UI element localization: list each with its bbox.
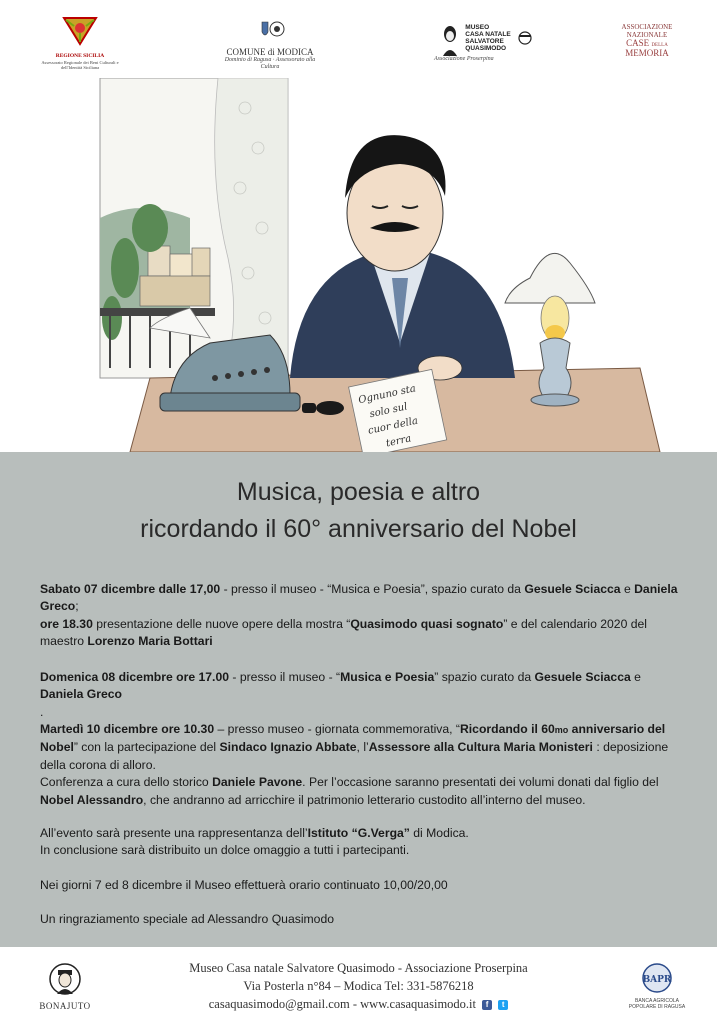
modica-subtitle: Dominio di Ragusa · Assessorato alla Cultura <box>224 57 316 71</box>
tue-text-b: ” con la partecipazione del <box>73 740 220 755</box>
footer-line1: Museo Casa natale Salvatore Quasimodo - Associazione Proserpina <box>189 961 528 975</box>
sat-name1: Gesuele Sciacca <box>524 582 621 596</box>
sat-time: ore 18.30 <box>40 616 93 631</box>
event-guests <box>40 825 680 860</box>
contact-links[interactable]: casaquasimodo@gmail.com - www.casaquasimodo.it <box>208 997 476 1011</box>
sat-text-b: presentazione delle nuove opere della mostra “ <box>92 616 351 631</box>
sun-text-b: ” spazio curato da <box>434 670 535 684</box>
sun-date: Domenica 08 dicembre ore 17.00 <box>40 670 230 684</box>
sat-artist: Lorenzo Maria Bottari <box>87 634 213 649</box>
bapr-line2: POPOLARE DI RAGUSA <box>628 1003 686 1010</box>
face-sketch-icon <box>515 29 535 49</box>
note-line3: cuor della <box>367 415 419 437</box>
tue-title1: Ricordando il 60 <box>459 722 555 736</box>
event-sunday <box>40 669 680 721</box>
museo-line: SALVATORE <box>465 38 504 45</box>
sun-and: e <box>630 670 641 684</box>
guests-text-a: All’evento sarà presente una rappresentanza dell’ <box>40 826 308 840</box>
museo-name <box>465 25 510 52</box>
bapr-mark: BAPR <box>642 975 672 985</box>
bapr-line1: BANCA AGRICOLA <box>635 998 679 1004</box>
museo-quasimodo-logo <box>432 22 542 63</box>
sat-show: Quasimodo quasi sognato <box>350 616 504 631</box>
note-line1: Ognuno sta <box>357 383 417 407</box>
tue-text-a: – presso museo - giornata commemorativa, “ <box>214 722 460 736</box>
bonajuto-logo <box>30 962 100 1011</box>
town-houses <box>140 246 210 306</box>
sat-text-a: - presso il museo - “Musica e Poesia”, spazio curato da <box>220 582 525 596</box>
footer-line3 <box>120 997 597 1012</box>
tue-historian: Daniele Pavone <box>212 775 303 790</box>
quasimodo-illustration <box>0 78 717 452</box>
sat-and: e <box>620 582 635 596</box>
case-line1: ASSOCIAZIONE <box>621 23 673 31</box>
tue-text-d: : deposizione della corona di alloro. <box>40 740 669 772</box>
sun-name1: Gesuele Sciacca <box>534 670 631 684</box>
case-line5: MEMORIA <box>625 48 669 59</box>
balcony-rail <box>100 308 215 316</box>
museo-line: CASA NATALE <box>465 31 511 39</box>
tue-text-e: Conferenza a cura dello storico <box>40 775 213 790</box>
sicilia-line2: Assessorato Regionale dei Beni Culturali e dell'Identità Siciliana <box>41 59 119 70</box>
event-tuesday <box>40 721 680 809</box>
twitter-icon[interactable]: t <box>498 1000 508 1010</box>
modica-crest-icon <box>255 20 285 42</box>
sat-name2: Daniela Greco <box>40 582 678 614</box>
tue-nobel: Nobel Alessandro <box>40 792 144 807</box>
case-line3: CASE <box>626 38 650 49</box>
page-title-line2: ricordando il 60° anniversario del Nobel <box>140 515 577 543</box>
opening-hours: Nei giorni 7 ed 8 dicembre il Museo effettuerà orario continuato 10,00/20,00 <box>40 878 448 892</box>
bapr-logo <box>622 962 692 1011</box>
tue-title2: anniversario del Nobel <box>40 722 666 755</box>
tue-mayor: Sindaco Ignazio Abbate <box>219 740 357 755</box>
sun-dot: . <box>40 704 44 719</box>
case-memoria-logo <box>612 24 682 59</box>
case-line4: DELLA <box>651 43 668 49</box>
case-text <box>612 24 682 59</box>
sat-date: Sabato 07 dicembre dalle 17,00 <box>40 582 221 596</box>
museo-assoc: Associazione Proserpina <box>434 56 494 62</box>
regione-sicilia-logo <box>40 14 120 70</box>
tue-date: Martedì 10 dicembre ore 10.30 <box>40 722 215 736</box>
guests-text-c: In conclusione sarà distribuito un dolce omaggio a tutti i partecipanti. <box>40 843 410 858</box>
comune-modica-logo <box>215 20 325 71</box>
tue-councillor: Assessore alla Cultura Maria Monisteri <box>368 740 593 755</box>
tue-text-g: , che andranno ad arricchire il patrimonio letterario custodito all’interno del museo. <box>143 792 586 807</box>
ink-pot <box>302 401 344 415</box>
tue-text-f: . Per l’occasione saranno presentati dei volumi donati dal figlio del <box>302 775 659 790</box>
facebook-icon[interactable]: f <box>482 1000 492 1010</box>
guests-text-b: di Modica. <box>409 826 469 840</box>
footer-line2: Via Posterla n°84 – Modica Tel: 331-5876218 <box>243 979 474 993</box>
sat-text-c: ” e del calendario 2020 del maestro <box>40 616 648 649</box>
note-line4: terra <box>385 433 413 450</box>
case-line2: NAZIONALE <box>626 30 668 39</box>
bapr-mark-icon <box>641 962 673 994</box>
tue-title-sup: mo <box>554 725 569 735</box>
tue-text-c: , l’ <box>356 740 369 755</box>
bonajuto-label: BONAJUTO <box>39 1001 91 1011</box>
quasimodo-portrait-icon <box>439 22 461 56</box>
sun-name2: Daniela Greco <box>40 687 122 702</box>
trinacria-icon <box>60 14 100 48</box>
header-logos <box>0 0 717 80</box>
thanks: Un ringraziamento speciale ad Alessandro Quasimodo <box>40 912 335 926</box>
event-saturday <box>40 581 680 651</box>
page-title-line1: Musica, poesia e altro <box>236 478 481 506</box>
sun-show: Musica e Poesia <box>340 670 435 684</box>
modica-title: COMUNE di MODICA <box>226 47 314 57</box>
guests-school: Istituto “G.Verga” <box>307 826 410 840</box>
sicilia-line1: REGIONE SICILIA <box>55 53 105 59</box>
sun-text-a: - presso il museo - “ <box>229 670 341 684</box>
museo-line: MUSEO <box>465 24 490 32</box>
bonajuto-emblem-icon <box>48 962 82 996</box>
museo-line: QUASIMODO <box>465 44 507 52</box>
note-line2: solo sul <box>368 401 409 421</box>
sat-end: ; <box>75 599 79 614</box>
